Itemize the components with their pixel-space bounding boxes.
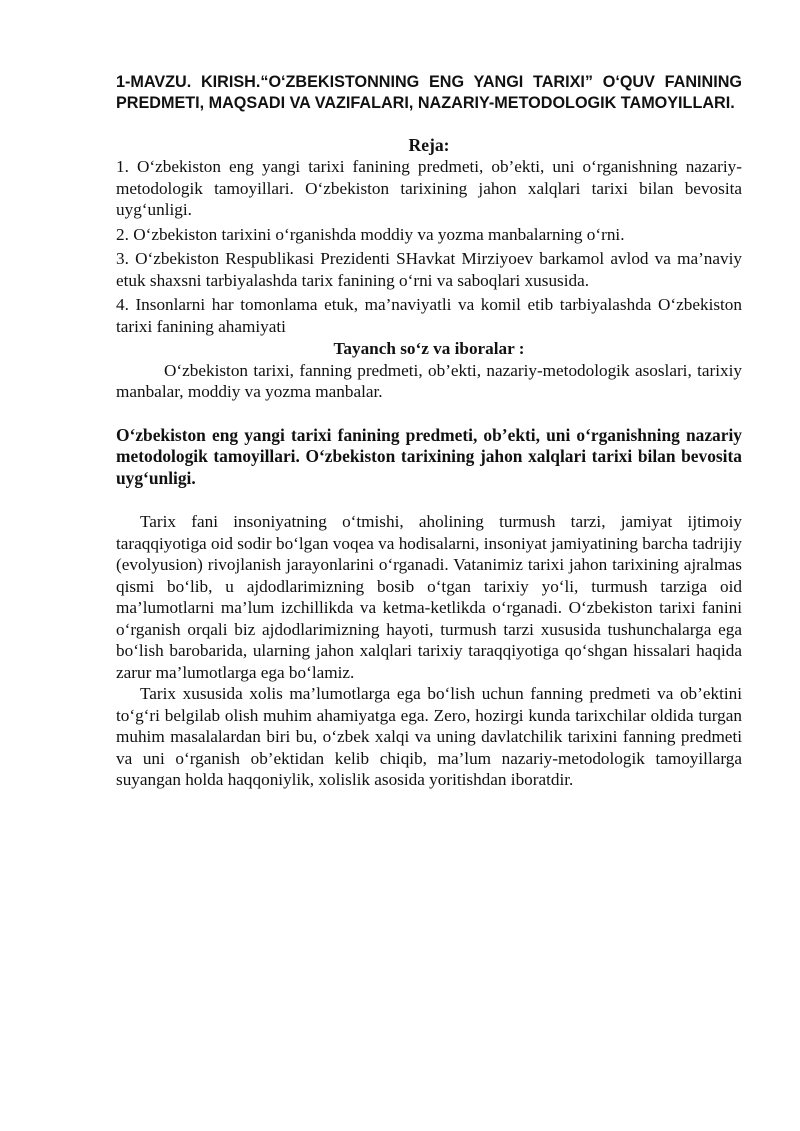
plan-item: 4. Insonlarni har tomonlama etuk, ma’naviyatli va komil etib tarbiyalashda O‘zbekiston tarixi fanining ahamiyati — [116, 295, 742, 336]
plan-item: 2. O‘zbekiston tarixini o‘rganishda moddiy va yozma manbalarning o‘rni. — [116, 224, 625, 244]
plan-heading: Reja: — [408, 135, 450, 155]
plan-list — [116, 156, 742, 337]
document-page — [116, 72, 742, 791]
body-paragraph: Tarix fani insoniyatning o‘tmishi, aholining turmush tarzi, jamiyat ijtimoiy taraqqiyotiga oid sodir bo‘lgan voqea va hodisalarni, insoniyat jamiyatining barcha tadrijiy (evolyusion) rivojlanish jarayonlarini o‘rganadi. Vatanimiz tarixi jahon tarixining ajralmas qismi bo‘lib, u ajdodlarimizning bosib o‘tgan tarixiy yo‘li, turmush tarziga oid ma’lumotlarni ma’lum izchillikda va ketma-ketlikda o‘rganadi. O‘zbekiston tarixi fanini o‘rganish orqali biz ajdodlarimizning hayoti, turmush tarzi xususida tushunchalarga ega bo‘lish barobarida, ularning jahon xalqlari tarixiy taraqqiyotiga qo‘shgan hissalari haqida zarur ma’lumotlarga ega bo‘lamiz. — [116, 512, 742, 682]
plan-item: 1. O‘zbekiston eng yangi tarixi fanining predmeti, ob’ekti, uni o‘rganishning nazariy-metodologik tamoyillari. O‘zbekiston tarixining jahon xalqlari tarixi bilan bevosita uyg‘unligi. — [116, 157, 742, 219]
body-paragraph: Tarix xususida xolis ma’lumotlarga ega bo‘lish uchun fanning predmeti va ob’ektini to‘g‘ri belgilab olish muhim ahamiyatga ega. Zero, hozirgi kunda tarixchilar oldida turgan muhim masalalardan biri bu, o‘zbek xalqi va uning davlatchilik tarixini fanning predmeti va uni o‘rganish ob’ektidan kelib chiqib, ma’lum nazariy-metodologik tamoyillarga suyangan holda haqqoniylik, xolislik asosida yoritishdan iboratdir. — [116, 684, 742, 789]
document-title: 1-MAVZU. KIRISH.“O‘ZBEKISTONNING ENG YANGI TARIXI” O‘QUV FANINING PREDMETI, MAQSADI VA VAZIFALARI, NAZARIY-METODOLOGIK TAMOYILLARI. — [116, 73, 742, 112]
section-heading: O‘zbekiston eng yangi tarixi fanining predmeti, ob’ekti, uni o‘rganishning nazariy metodologik tamoyillari. O‘zbekiston tarixining jahon xalqlari tarixi bilan bevosita uyg‘unligi. — [116, 424, 742, 488]
keywords-heading: Tayanch so‘z va iboralar : — [333, 339, 525, 358]
keywords-text: O‘zbekiston tarixi, fanning predmeti, ob’ekti, nazariy-metodologik asoslari, tarixiy manbalar, moddiy va yozma manbalar. — [116, 360, 742, 401]
plan-item: 3. O‘zbekiston Respublikasi Prezidenti SHavkat Mirziyoev barkamol avlod va ma’naviy etuk shaxsni tarbiyalashda tarix fanining o‘rni va saboqlari xususida. — [116, 249, 742, 290]
